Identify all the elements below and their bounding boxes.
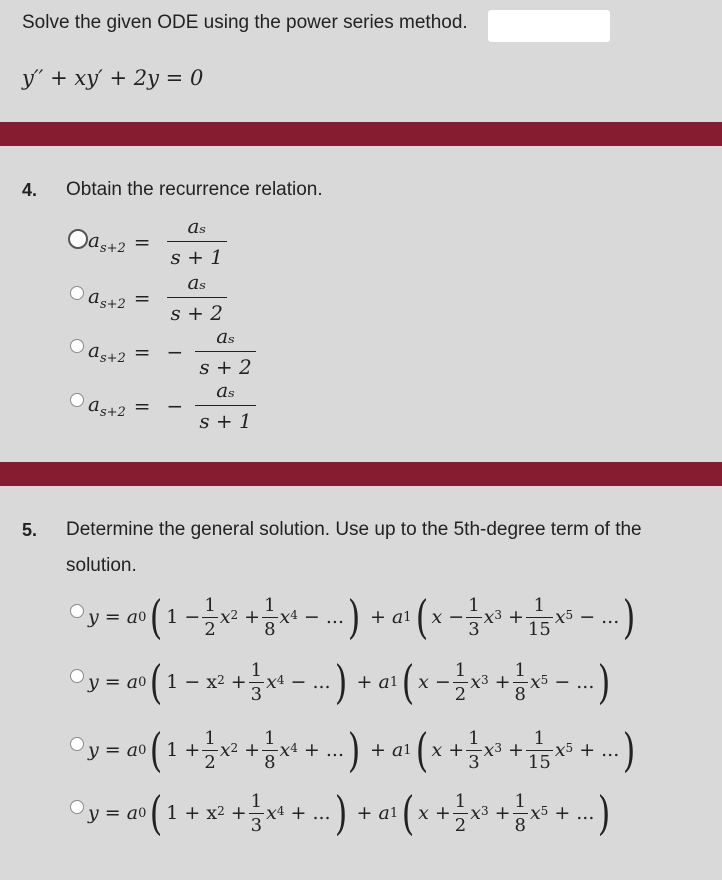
radio-solution-1[interactable] — [70, 604, 84, 618]
fraction: $\frac{\text{aₛ}}{s + 1}$ — [167, 214, 227, 269]
instruction-text: Solve the given ODE using the power series method. — [22, 12, 468, 33]
solution-option-1: y = a 0 ( 1 − $\frac{1}{2}$ x $^2$ + $\frac{1}{8}$ x $^4$ − ... ) + a 1 ( x − $\frac{1}{3}$ x $^3$ + $\frac{1}{15}$ x $^5$ − ... ) — [88, 590, 636, 644]
solution-option-2: y = a 0 ( 1 − x $^2$ + $\frac{1}{3}$ x $^4$ − ... ) + a 1 ( x − $\frac{1}{2}$ x $^3$ + $\frac{1}{8}$ x $^5$ − ... ) — [88, 655, 611, 709]
question-number: 4. — [22, 180, 38, 200]
radio-option-4[interactable] — [70, 393, 84, 407]
radio-option-2[interactable] — [70, 286, 84, 300]
ode-equation: y′′ + xy′ + 2y = 0 — [22, 66, 204, 90]
fraction: $\frac{\text{aₛ}}{s + 1}$ — [195, 378, 255, 433]
fraction: $\frac{\text{aₛ}}{s + 2}$ — [167, 270, 227, 325]
radio-solution-4[interactable] — [70, 800, 84, 814]
section-divider — [0, 462, 722, 486]
recurrence-option-3: $a_{s+2}$ = − $\frac{\text{aₛ}}{s + 2}$ — [88, 324, 256, 379]
solution-option-3: y = a 0 ( 1 + $\frac{1}{2}$ x $^2$ + $\frac{1}{8}$ x $^4$ + ... ) + a 1 ( x + $\frac{1}{3}$ x $^3$ + $\frac{1}{15}$ x $^5$ + ... ) — [88, 723, 636, 777]
radio-option-1[interactable] — [68, 229, 88, 249]
redaction-box — [488, 10, 610, 42]
section-divider — [0, 122, 722, 146]
radio-option-3[interactable] — [70, 339, 84, 353]
question-text: Determine the general solution. Use up to the 5th-degree term of the solution. — [66, 519, 642, 576]
solution-option-4: y = a 0 ( 1 + x $^2$ + $\frac{1}{3}$ x $^4$ + ... ) + a 1 ( x + $\frac{1}{2}$ x $^3$ + $\frac{1}{8}$ x $^5$ + ... ) — [88, 786, 611, 840]
question-text: Obtain the recurrence relation. — [66, 179, 323, 200]
recurrence-option-4: $a_{s+2}$ = − $\frac{\text{aₛ}}{s + 1}$ — [88, 378, 256, 433]
radio-solution-3[interactable] — [70, 737, 84, 751]
recurrence-option-1: $a_{s+2}$ = $\frac{\text{aₛ}}{s + 1}$ — [88, 214, 227, 269]
fraction: $\frac{\text{aₛ}}{s + 2}$ — [195, 324, 255, 379]
question-number: 5. — [22, 520, 38, 540]
radio-solution-2[interactable] — [70, 669, 84, 683]
recurrence-option-2: $a_{s+2}$ = $\frac{\text{aₛ}}{s + 2}$ — [88, 270, 227, 325]
